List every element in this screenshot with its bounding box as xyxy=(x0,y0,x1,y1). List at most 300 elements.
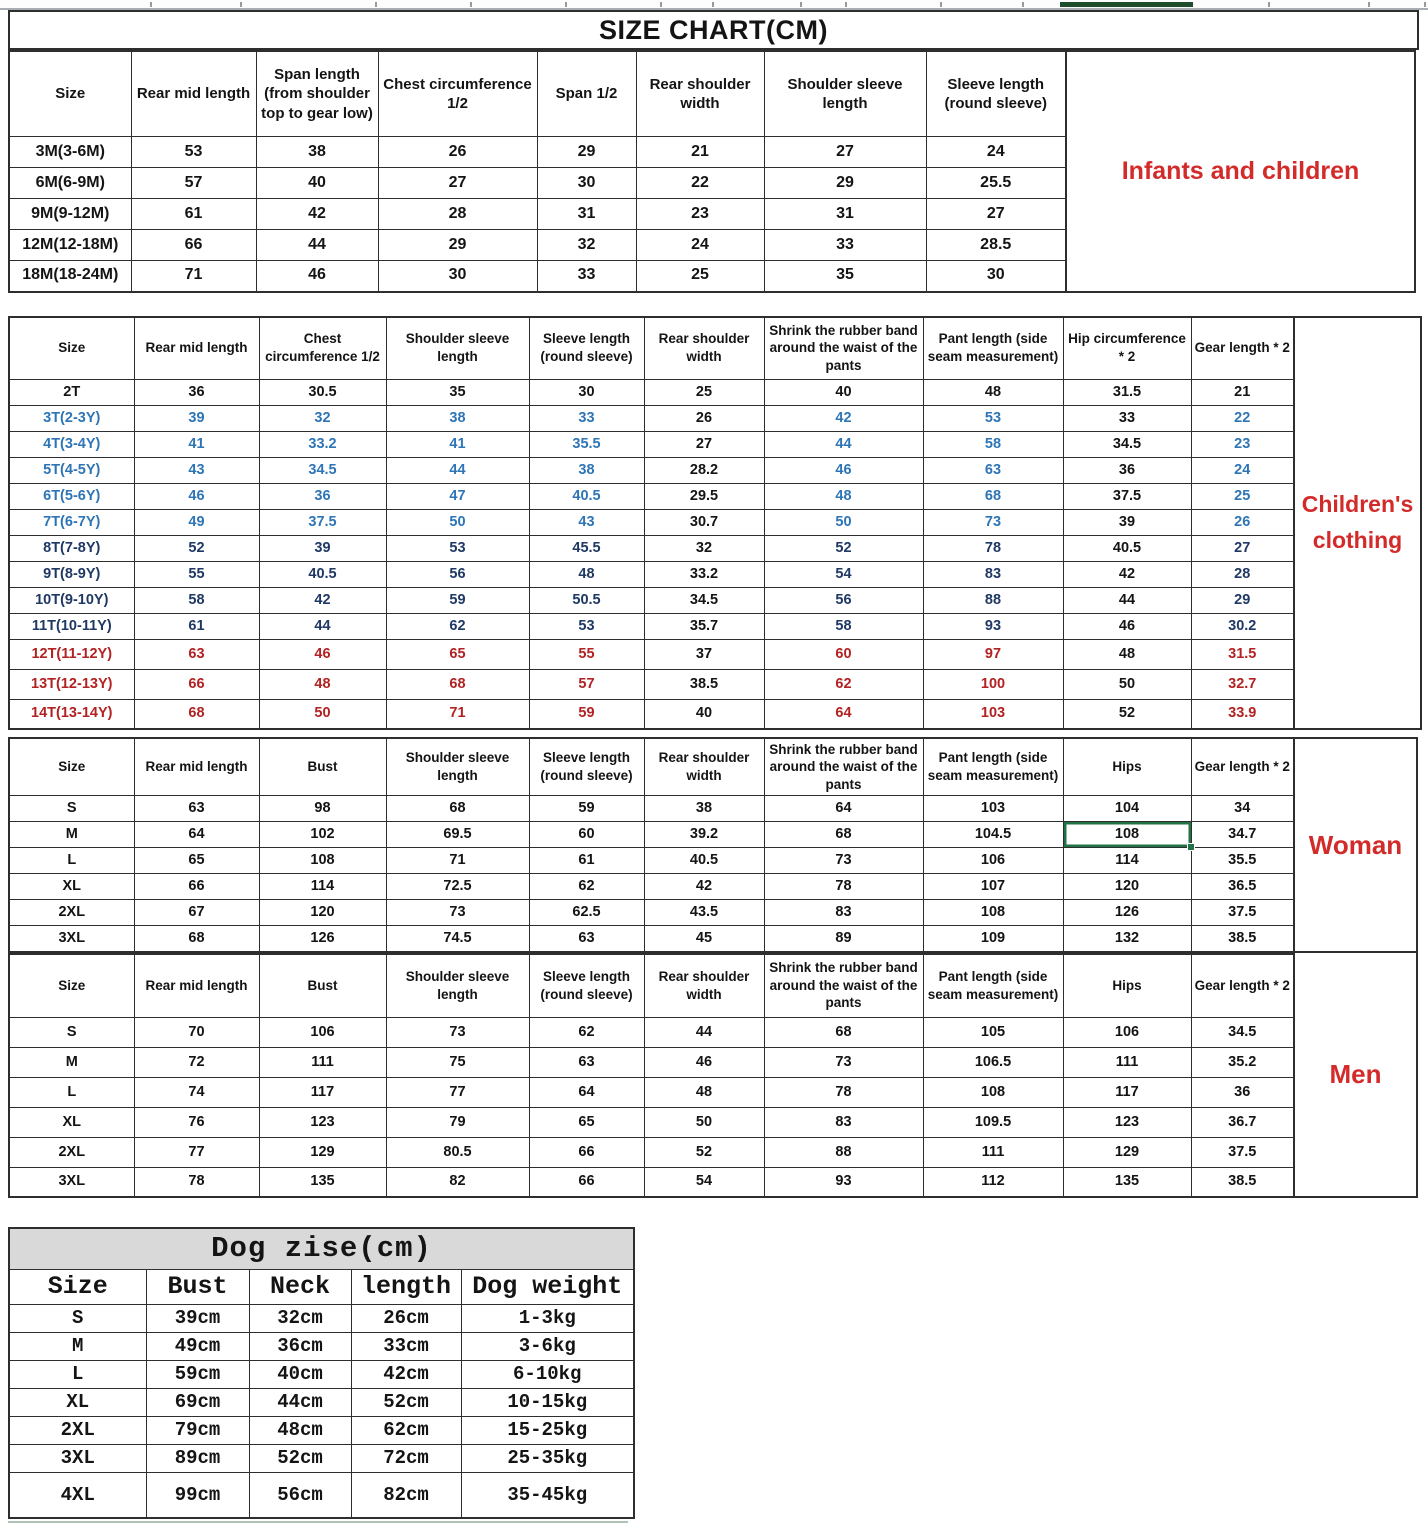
table-cell: 89cm xyxy=(146,1445,249,1473)
table-cell: 53 xyxy=(529,613,644,639)
table-cell: 27 xyxy=(764,137,926,168)
row-size-label: M xyxy=(9,1333,146,1361)
table-cell: 48cm xyxy=(249,1417,351,1445)
men-label: Men xyxy=(1295,953,1418,1199)
table-cell: 43 xyxy=(529,509,644,535)
column-header: Sleeve length (round sleeve) xyxy=(529,738,644,796)
table-row xyxy=(9,379,1294,405)
table-cell: 38 xyxy=(256,137,378,168)
column-header: Gear length * 2 xyxy=(1191,954,1294,1018)
table-cell: 31.5 xyxy=(1063,379,1191,405)
table-cell: 35-45kg xyxy=(461,1473,634,1519)
table-cell: 69.5 xyxy=(386,822,529,848)
table-cell: 63 xyxy=(529,1047,644,1077)
table-cell: 106 xyxy=(259,1017,386,1047)
table-cell: 73 xyxy=(923,509,1063,535)
table-cell: 104 xyxy=(1063,796,1191,822)
table-row xyxy=(9,926,1294,952)
row-size-label: 6M(6-9M) xyxy=(9,168,131,199)
table-row xyxy=(9,1137,1294,1167)
row-size-label: M xyxy=(9,822,134,848)
table-cell: 45 xyxy=(644,926,764,952)
table-cell: 60 xyxy=(764,639,923,669)
table-cell: 21 xyxy=(1191,379,1294,405)
column-header: Shoulder sleeve length xyxy=(386,954,529,1018)
table-cell: 35 xyxy=(764,261,926,292)
table-cell: 33.2 xyxy=(644,561,764,587)
table-cell: 57 xyxy=(131,168,256,199)
table-cell: 43 xyxy=(134,457,259,483)
table-cell: 79 xyxy=(386,1107,529,1137)
table-cell: 44 xyxy=(764,431,923,457)
column-tick xyxy=(1268,2,1270,7)
table-cell: 109.5 xyxy=(923,1107,1063,1137)
table-cell: 25 xyxy=(636,261,764,292)
woman-label: Woman xyxy=(1295,737,1418,953)
table-cell: 30 xyxy=(926,261,1066,292)
column-header: Size xyxy=(9,738,134,796)
table-cell: 103 xyxy=(923,796,1063,822)
table-cell: 33.9 xyxy=(1191,699,1294,729)
table-cell: 66 xyxy=(131,230,256,261)
table-cell: 30 xyxy=(529,379,644,405)
table-cell: 44 xyxy=(386,457,529,483)
table-cell: 62 xyxy=(764,669,923,699)
table-row xyxy=(9,1167,1294,1197)
table-cell: 88 xyxy=(923,587,1063,613)
table-row xyxy=(9,639,1294,669)
column-header: Shoulder sleeve length xyxy=(386,738,529,796)
table-cell: 34.5 xyxy=(259,457,386,483)
table-row xyxy=(9,1389,634,1417)
table-cell: 26 xyxy=(1191,509,1294,535)
table-cell: 52cm xyxy=(351,1389,461,1417)
table-cell: 37.5 xyxy=(1191,900,1294,926)
table-cell: 63 xyxy=(134,796,259,822)
table-cell: 68 xyxy=(386,669,529,699)
table-cell: 29 xyxy=(1191,587,1294,613)
table-cell: 52cm xyxy=(249,1445,351,1473)
table-cell: 30.2 xyxy=(1191,613,1294,639)
table-cell: 66 xyxy=(529,1137,644,1167)
table-cell: 50 xyxy=(764,509,923,535)
section-gap xyxy=(0,730,1428,737)
table-cell: 38 xyxy=(386,405,529,431)
table-cell: 27 xyxy=(926,199,1066,230)
table-row xyxy=(9,261,1066,292)
table-cell: 82 xyxy=(386,1167,529,1197)
table-row xyxy=(9,848,1294,874)
column-tick xyxy=(1368,2,1370,7)
table-cell: 26 xyxy=(644,405,764,431)
table-cell: 63 xyxy=(134,639,259,669)
table-cell: 64 xyxy=(529,1077,644,1107)
table-cell: 24 xyxy=(1191,457,1294,483)
column-header: Neck xyxy=(249,1269,351,1305)
table-cell: 56 xyxy=(386,561,529,587)
table-cell: 65 xyxy=(529,1107,644,1137)
table-cell: 35.5 xyxy=(529,431,644,457)
table-row xyxy=(9,669,1294,699)
table-cell: 36 xyxy=(1191,1077,1294,1107)
table-cell: 55 xyxy=(529,639,644,669)
table-cell: 82cm xyxy=(351,1473,461,1519)
page-title: SIZE CHART(CM) xyxy=(8,10,1419,50)
table-row xyxy=(9,137,1066,168)
column-header: Rear mid length xyxy=(134,954,259,1018)
table-cell: 25-35kg xyxy=(461,1445,634,1473)
table-cell: 71 xyxy=(386,699,529,729)
table-cell: 44cm xyxy=(249,1389,351,1417)
table-cell: 24 xyxy=(926,137,1066,168)
table-row xyxy=(9,1473,634,1519)
table-cell: 31 xyxy=(764,199,926,230)
table-cell: 64 xyxy=(764,796,923,822)
table-cell: 15-25kg xyxy=(461,1417,634,1445)
table-cell: 30 xyxy=(537,168,636,199)
section-gap xyxy=(0,293,1428,316)
table-cell: 52 xyxy=(644,1137,764,1167)
table-cell: 46 xyxy=(259,639,386,669)
table-cell: 6-10kg xyxy=(461,1361,634,1389)
table-cell: 37.5 xyxy=(1063,483,1191,509)
table-cell: 33 xyxy=(764,230,926,261)
table-cell: 36cm xyxy=(249,1333,351,1361)
table-cell: 34 xyxy=(1191,796,1294,822)
table-row xyxy=(9,483,1294,509)
table-cell: 29 xyxy=(537,137,636,168)
table-cell: 62 xyxy=(386,613,529,639)
table-cell: 64 xyxy=(764,699,923,729)
infants-size-table xyxy=(8,50,1067,293)
column-header: Rear shoulder width xyxy=(644,954,764,1018)
column-header: Hip circumference * 2 xyxy=(1063,317,1191,380)
table-cell: 44 xyxy=(644,1017,764,1047)
table-cell: 26 xyxy=(378,137,537,168)
table-cell: 35.7 xyxy=(644,613,764,639)
table-cell: 65 xyxy=(386,639,529,669)
table-cell: 98 xyxy=(259,796,386,822)
table-cell: 132 xyxy=(1063,926,1191,952)
table-row xyxy=(9,874,1294,900)
table-cell: 32.7 xyxy=(1191,669,1294,699)
column-header: Pant length (side seam measurement) xyxy=(923,738,1063,796)
table-cell: 58 xyxy=(764,613,923,639)
table-cell: 31 xyxy=(537,199,636,230)
table-cell: 21 xyxy=(636,137,764,168)
table-row xyxy=(9,1047,1294,1077)
table-cell: 62.5 xyxy=(529,900,644,926)
row-size-label: S xyxy=(9,1305,146,1333)
table-cell: 75 xyxy=(386,1047,529,1077)
table-cell: 99cm xyxy=(146,1473,249,1519)
table-cell: 46 xyxy=(764,457,923,483)
table-cell: 48 xyxy=(529,561,644,587)
table-cell: 37.5 xyxy=(1191,1137,1294,1167)
table-cell: 59cm xyxy=(146,1361,249,1389)
table-cell: 61 xyxy=(131,199,256,230)
table-cell: 40 xyxy=(764,379,923,405)
table-cell: 23 xyxy=(1191,431,1294,457)
column-tick xyxy=(845,2,847,7)
row-size-label: 3T(2-3Y) xyxy=(9,405,134,431)
column-header: Pant length (side seam measurement) xyxy=(923,317,1063,380)
column-tick xyxy=(1022,2,1024,7)
column-tick xyxy=(1424,2,1426,7)
table-cell: 100 xyxy=(923,669,1063,699)
table-cell: 109 xyxy=(923,926,1063,952)
table-cell: 117 xyxy=(259,1077,386,1107)
table-cell: 74.5 xyxy=(386,926,529,952)
table-row xyxy=(9,509,1294,535)
table-cell: 32 xyxy=(644,535,764,561)
table-cell: 25.5 xyxy=(926,168,1066,199)
table-cell: 35.5 xyxy=(1191,848,1294,874)
table-cell: 29.5 xyxy=(644,483,764,509)
column-header: Bust xyxy=(259,738,386,796)
table-cell: 112 xyxy=(923,1167,1063,1197)
table-cell: 78 xyxy=(764,1077,923,1107)
table-row xyxy=(9,1333,634,1361)
table-row xyxy=(9,431,1294,457)
row-size-label: 12M(12-18M) xyxy=(9,230,131,261)
row-size-label: 6T(5-6Y) xyxy=(9,483,134,509)
table-cell: 50 xyxy=(259,699,386,729)
table-cell: 50 xyxy=(1063,669,1191,699)
table-cell: 45.5 xyxy=(529,535,644,561)
table-row xyxy=(9,796,1294,822)
table-row xyxy=(9,1077,1294,1107)
table-cell: 62cm xyxy=(351,1417,461,1445)
table-cell: 68 xyxy=(134,926,259,952)
table-cell: 35 xyxy=(386,379,529,405)
table-cell: 78 xyxy=(764,874,923,900)
table-cell: 31.5 xyxy=(1191,639,1294,669)
table-cell: 32 xyxy=(537,230,636,261)
table-cell: 23 xyxy=(636,199,764,230)
table-cell: 39cm xyxy=(146,1305,249,1333)
children-label: Children's clothing xyxy=(1295,316,1422,731)
row-size-label: 2XL xyxy=(9,1417,146,1445)
table-cell: 58 xyxy=(923,431,1063,457)
column-tick xyxy=(150,2,152,7)
table-cell: 47 xyxy=(386,483,529,509)
table-cell: 108 xyxy=(259,848,386,874)
column-header: Rear shoulder width xyxy=(636,51,764,137)
table-cell: 54 xyxy=(764,561,923,587)
table-cell: 22 xyxy=(636,168,764,199)
table-cell: 36.5 xyxy=(1191,874,1294,900)
table-row xyxy=(9,699,1294,729)
table-cell: 44 xyxy=(256,230,378,261)
row-size-label: 9T(8-9Y) xyxy=(9,561,134,587)
table-cell: 40.5 xyxy=(1063,535,1191,561)
table-cell: 46 xyxy=(1063,613,1191,639)
table-cell: 50.5 xyxy=(529,587,644,613)
table-cell: 123 xyxy=(259,1107,386,1137)
table-cell: 27 xyxy=(378,168,537,199)
column-header: Hips xyxy=(1063,738,1191,796)
row-size-label: 2XL xyxy=(9,1137,134,1167)
table-cell: 111 xyxy=(923,1137,1063,1167)
column-header: Rear shoulder width xyxy=(644,738,764,796)
children-size-table xyxy=(8,316,1295,731)
row-size-label: 14T(13-14Y) xyxy=(9,699,134,729)
table-cell: 30 xyxy=(378,261,537,292)
table-cell: 38.5 xyxy=(644,669,764,699)
column-header: Size xyxy=(9,1269,146,1305)
table-cell: 93 xyxy=(923,613,1063,639)
column-header: Span 1/2 xyxy=(537,51,636,137)
table-cell: 73 xyxy=(386,1017,529,1047)
table-cell: 59 xyxy=(529,699,644,729)
table-cell: 67 xyxy=(134,900,259,926)
table-cell: 52 xyxy=(1063,699,1191,729)
table-cell: 56cm xyxy=(249,1473,351,1519)
table-cell: 62 xyxy=(529,874,644,900)
row-size-label: 3XL xyxy=(9,1167,134,1197)
row-size-label: 3XL xyxy=(9,1445,146,1473)
table-row xyxy=(9,822,1294,848)
column-header: Sleeve length (round sleeve) xyxy=(529,954,644,1018)
table-cell: 97 xyxy=(923,639,1063,669)
table-cell: 48 xyxy=(644,1077,764,1107)
column-tick xyxy=(240,2,242,7)
column-header: Hips xyxy=(1063,954,1191,1018)
row-size-label: 11T(10-11Y) xyxy=(9,613,134,639)
row-size-label: 8T(7-8Y) xyxy=(9,535,134,561)
table-cell: 108 xyxy=(923,900,1063,926)
table-cell: 27 xyxy=(644,431,764,457)
table-cell: 88 xyxy=(764,1137,923,1167)
table-cell: 40 xyxy=(644,699,764,729)
column-header: Shrink the rubber band around the waist of the pants xyxy=(764,317,923,380)
table-cell: 73 xyxy=(764,848,923,874)
table-cell: 57 xyxy=(529,669,644,699)
column-header: Rear shoulder width xyxy=(644,317,764,380)
table-cell: 123 xyxy=(1063,1107,1191,1137)
column-header: length xyxy=(351,1269,461,1305)
table-cell: 41 xyxy=(386,431,529,457)
table-row xyxy=(9,535,1294,561)
table-cell: 42 xyxy=(256,199,378,230)
infants-section xyxy=(8,50,1428,293)
column-header: Size xyxy=(9,51,131,137)
table-cell: 39.2 xyxy=(644,822,764,848)
table-cell: 63 xyxy=(529,926,644,952)
table-cell: 28 xyxy=(1191,561,1294,587)
table-row xyxy=(9,457,1294,483)
column-tick xyxy=(660,2,662,7)
column-header: Bust xyxy=(259,954,386,1018)
infants-label: Infants and children xyxy=(1067,50,1416,293)
row-size-label: 4T(3-4Y) xyxy=(9,431,134,457)
table-cell: 93 xyxy=(764,1167,923,1197)
table-row xyxy=(9,230,1066,261)
table-cell: 126 xyxy=(259,926,386,952)
children-section xyxy=(8,316,1428,731)
table-cell: 83 xyxy=(764,1107,923,1137)
table-cell: 108 xyxy=(923,1077,1063,1107)
table-cell: 28 xyxy=(378,199,537,230)
table-cell: 37 xyxy=(644,639,764,669)
row-size-label: 2T xyxy=(9,379,134,405)
table-cell: 29 xyxy=(378,230,537,261)
table-cell: 107 xyxy=(923,874,1063,900)
table-cell: 135 xyxy=(1063,1167,1191,1197)
table-row xyxy=(9,1445,634,1473)
table-cell: 52 xyxy=(134,535,259,561)
table-cell: 68 xyxy=(923,483,1063,509)
table-cell: 78 xyxy=(134,1167,259,1197)
table-cell: 41 xyxy=(134,431,259,457)
table-cell: 46 xyxy=(256,261,378,292)
table-cell: 78 xyxy=(923,535,1063,561)
table-cell: 77 xyxy=(134,1137,259,1167)
table-cell: 44 xyxy=(1063,587,1191,613)
table-cell: 10-15kg xyxy=(461,1389,634,1417)
column-header: Rear mid length xyxy=(131,51,256,137)
table-cell: 38 xyxy=(529,457,644,483)
column-tick xyxy=(565,2,567,7)
row-size-label: XL xyxy=(9,1107,134,1137)
table-cell: 117 xyxy=(1063,1077,1191,1107)
table-cell: 28.2 xyxy=(644,457,764,483)
sheet-top-strip xyxy=(0,0,1428,10)
table-cell: 38.5 xyxy=(1191,1167,1294,1197)
column-header: Rear mid length xyxy=(134,738,259,796)
table-cell: 50 xyxy=(386,509,529,535)
table-cell: 38 xyxy=(644,796,764,822)
row-size-label: 2XL xyxy=(9,900,134,926)
table-cell: 80.5 xyxy=(386,1137,529,1167)
table-cell: 129 xyxy=(1063,1137,1191,1167)
table-cell: 66 xyxy=(529,1167,644,1197)
table-cell: 48 xyxy=(923,379,1063,405)
table-cell: 60 xyxy=(529,822,644,848)
row-size-label: XL xyxy=(9,1389,146,1417)
table-cell: 26cm xyxy=(351,1305,461,1333)
table-cell: 37.5 xyxy=(259,509,386,535)
row-size-label: 3XL xyxy=(9,926,134,952)
table-cell: 54 xyxy=(644,1167,764,1197)
table-cell: 50 xyxy=(644,1107,764,1137)
table-row xyxy=(9,1361,634,1389)
table-cell: 68 xyxy=(386,796,529,822)
men-size-table xyxy=(8,953,1295,1199)
table-row xyxy=(9,1017,1294,1047)
row-size-label: XL xyxy=(9,874,134,900)
column-tick xyxy=(470,2,472,7)
table-cell: 28.5 xyxy=(926,230,1066,261)
table-cell: 114 xyxy=(1063,848,1191,874)
table-cell: 89 xyxy=(764,926,923,952)
table-cell: 73 xyxy=(764,1047,923,1077)
column-header: Pant length (side seam measurement) xyxy=(923,954,1063,1018)
column-header: Bust xyxy=(146,1269,249,1305)
column-header: Chest circumference 1/2 xyxy=(378,51,537,137)
table-cell: 46 xyxy=(644,1047,764,1077)
row-size-label: L xyxy=(9,1361,146,1389)
table-cell: 39 xyxy=(1063,509,1191,535)
table-cell: 68 xyxy=(764,822,923,848)
dog-table-title: Dog zise(cm) xyxy=(9,1228,634,1269)
table-cell: 34.5 xyxy=(644,587,764,613)
table-cell: 53 xyxy=(131,137,256,168)
column-header: Shoulder sleeve length xyxy=(386,317,529,380)
table-row xyxy=(9,587,1294,613)
table-cell: 43.5 xyxy=(644,900,764,926)
